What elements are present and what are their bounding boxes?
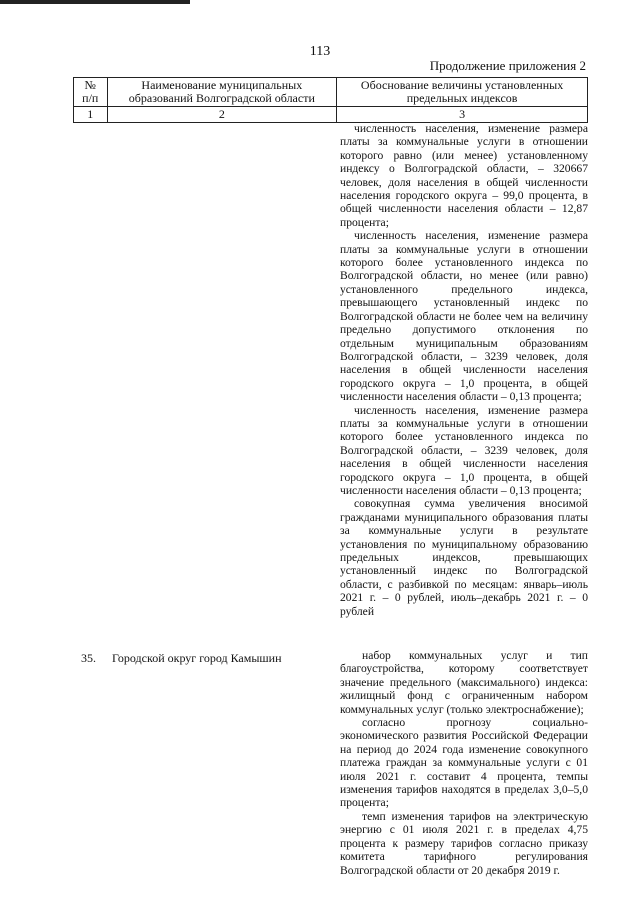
scan-edge-mark	[0, 0, 190, 4]
header-number-line2: п/п	[82, 91, 99, 105]
header-cell-name	[107, 78, 337, 107]
header-row	[74, 78, 588, 107]
column-number-2: 2	[107, 107, 337, 123]
header-cell-justification	[337, 78, 588, 107]
justification-paragraph: согласно прогнозу социально-экономического развития Российской Федерации на период до 2024 года изменение совокупного платежа граждан за коммунальные услуги с 01 июля 2021 г. составит 4 процента, темпы изменения тарифов находятся в пределах 3,0–5,0 процента;	[340, 716, 588, 810]
header-cell-number	[74, 78, 108, 107]
justification-paragraph: численность населения, изменение размера платы за коммунальные услуги в отношении которого более установленного индекса по Волгоградской области, но менее (или равно) установленного предельного индекса, превышающего установленный индекс по Волгоградской области не более чем на величину предельно допустимого отклонения по отдельным муниципальным образованиям Волгоградской области, – 3239 человек, доля населения в общей численности населения городского округа – 1,0 процента, в общей численности населения области – 0,13 процента;	[340, 229, 588, 404]
justification-paragraph: совокупная сумма увеличения вносимой гражданами муниципального образования платы за коммунальные услуги в результате установления по муниципальному образованию предельных индексов, превышающих установленный индекс по Волгоградской области, с разбивкой по месяцам: январь–июль 2021 г. – 0 рублей, июль–декабрь 2021 г. – 0 рублей	[340, 497, 588, 618]
justification-paragraph: численность населения, изменение размера платы за коммунальные услуги в отношении которого равно (или менее) установленному индексу о Волгоградской области, – 320667 человек, доля населения в общей численности населения городского округа – 99,0 процента, в общей численности населения области – 12,87 процента;	[340, 122, 588, 229]
continuation-label: Продолжение приложения 2	[429, 58, 586, 73]
column-numbers-row	[74, 107, 588, 123]
header-justification-line2: предельных индексов	[406, 91, 518, 105]
municipality-name: Городской округ город Камышин	[112, 651, 282, 665]
justification-paragraph: темп изменения тарифов на электрическую энергию с 01 июля 2021 г. в пределах 4,75 процента к размеру тарифов согласно приказу комитета тарифного регулирования Волгоградской области от 20 декабря 2019 г.	[340, 809, 588, 877]
header-justification-line1: Обоснование величины установленных	[360, 78, 564, 92]
header-number-line1: №	[84, 78, 96, 92]
page-number: 113	[309, 44, 331, 59]
row-35-justification	[340, 649, 588, 877]
header-name-line1: Наименование муниципальных	[141, 78, 303, 92]
table-header	[73, 77, 588, 123]
header-name-line2: образований Волгоградской области	[128, 91, 315, 105]
continued-row-justification	[340, 122, 588, 618]
column-number-3: 3	[337, 107, 588, 123]
justification-paragraph: численность населения, изменение размера платы за коммунальные услуги в отношении которого более установленного индекса по Волгоградской области, – 3239 человек, доля населения в общей численности населения городского округа – 1,0 процента, в общей численности населения области – 0,13 процента;	[340, 403, 588, 497]
justification-paragraph: набор коммунальных услуг и тип благоустройства, которому соответствует значение предельного (максимального) индекса: жилищный фонд с ограниченным набором коммунальных услуг (только электроснабжение);	[340, 649, 588, 716]
column-number-1: 1	[74, 107, 108, 123]
row-number: 35.	[81, 651, 96, 665]
